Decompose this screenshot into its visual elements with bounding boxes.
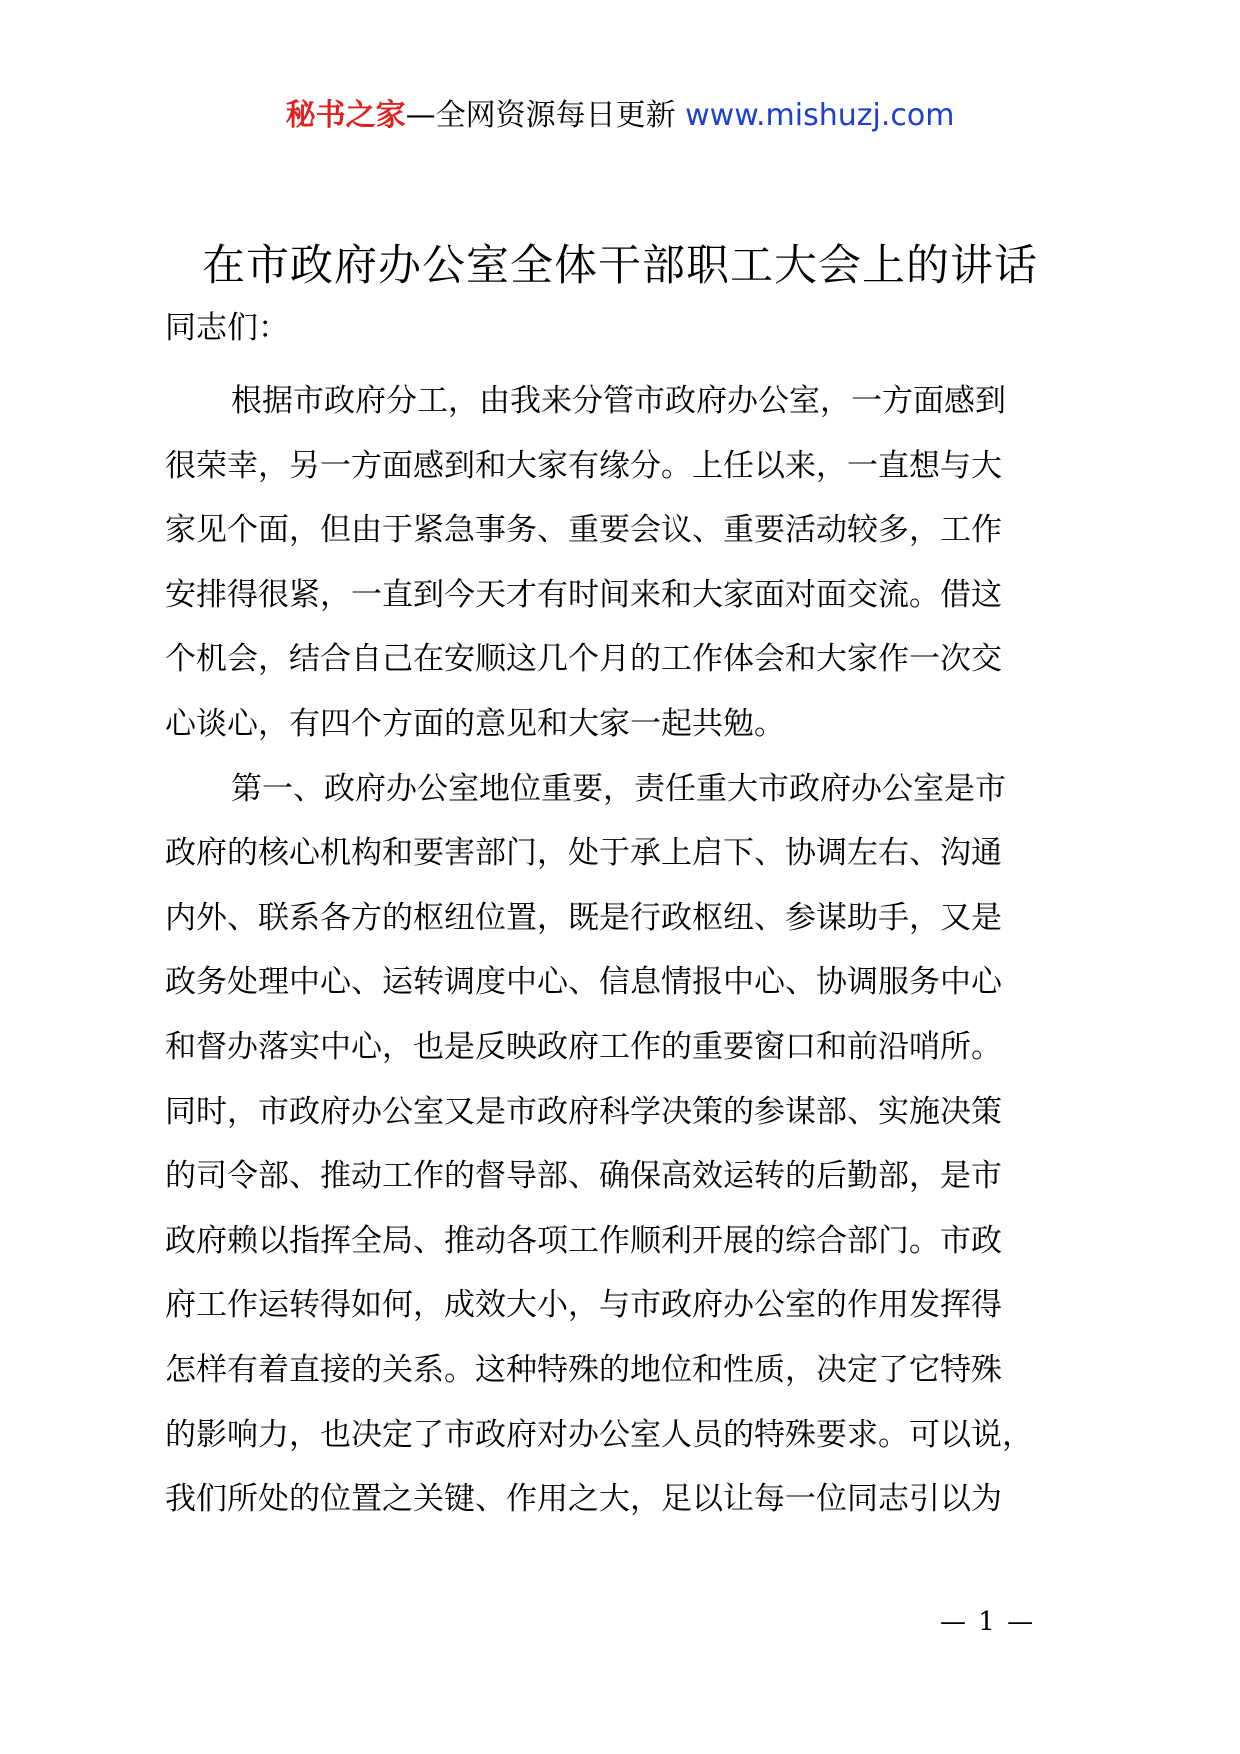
paragraph-line: 我们所处的位置之关键、作用之大，足以让每一位同志引以为 — [165, 1481, 1002, 1518]
paragraph-line: 心谈心，有四个方面的意见和大家一起共勉。 — [165, 705, 785, 742]
paragraph-line: 根据市政府分工，由我来分管市政府办公室，一方面感到 — [231, 383, 1006, 419]
paragraph-line: 同时，市政府办公室又是市政府科学决策的参谋部、实施决策 — [165, 1093, 1002, 1130]
paragraph-line: 怎样有着直接的关系。这种特殊的地位和性质，决定了它特殊 — [165, 1351, 1002, 1388]
site-brand: 秘书之家 — [285, 98, 406, 133]
paragraph-line: 很荣幸，另一方面感到和大家有缘分。上任以来，一直想与大 — [165, 447, 1002, 484]
paragraph-line: 政府的核心机构和要害部门，处于承上启下、协调左右、沟通 — [165, 835, 1002, 872]
paragraph-line: 政府赖以指挥全局、推动各项工作顺利开展的综合部门。市政 — [165, 1222, 1002, 1259]
paragraph-line: 个机会，结合自己在安顺这几个月的工作体会和大家作一次交 — [165, 641, 1002, 678]
paragraph-line: 内外、联系各方的枢纽位置，既是行政枢纽、参谋助手，又是 — [165, 899, 1002, 936]
paragraph-line: 政务处理中心、运转调度中心、信息情报中心、协调服务中心 — [165, 964, 1002, 1001]
document-title: 在市政府办公室全体干部职工大会上的讲话 — [202, 241, 1038, 291]
page-number: — 1 — — [940, 1607, 1036, 1637]
document-body — [165, 369, 1085, 1532]
paragraph-line: 的司令部、推动工作的督导部、确保高效运转的后勤部，是市 — [165, 1158, 1002, 1195]
site-url-link[interactable]: www.mishuzj.com — [685, 98, 955, 133]
paragraph-line: 家见个面，但由于紧急事务、重要会议、重要活动较多，工作 — [165, 512, 1002, 549]
site-tagline: —全网资源每日更新 — [405, 98, 676, 133]
paragraph-line: 府工作运转得如何，成效大小，与市政府办公室的作用发挥得 — [165, 1287, 1002, 1324]
paragraph-line: 第一、政府办公室地位重要，责任重大市政府办公室是市 — [231, 770, 1006, 807]
paragraph-line: 的影响力，也决定了市政府对办公室人员的特殊要求。可以说， — [165, 1416, 1033, 1453]
salutation: 同志们： — [165, 310, 289, 346]
paragraph-line: 安排得很紧，一直到今天才有时间来和大家面对面交流。借这 — [165, 576, 1002, 613]
paragraph-line: 和督办落实中心，也是反映政府工作的重要窗口和前沿哨所。 — [165, 1028, 1002, 1065]
site-header — [0, 96, 1240, 136]
